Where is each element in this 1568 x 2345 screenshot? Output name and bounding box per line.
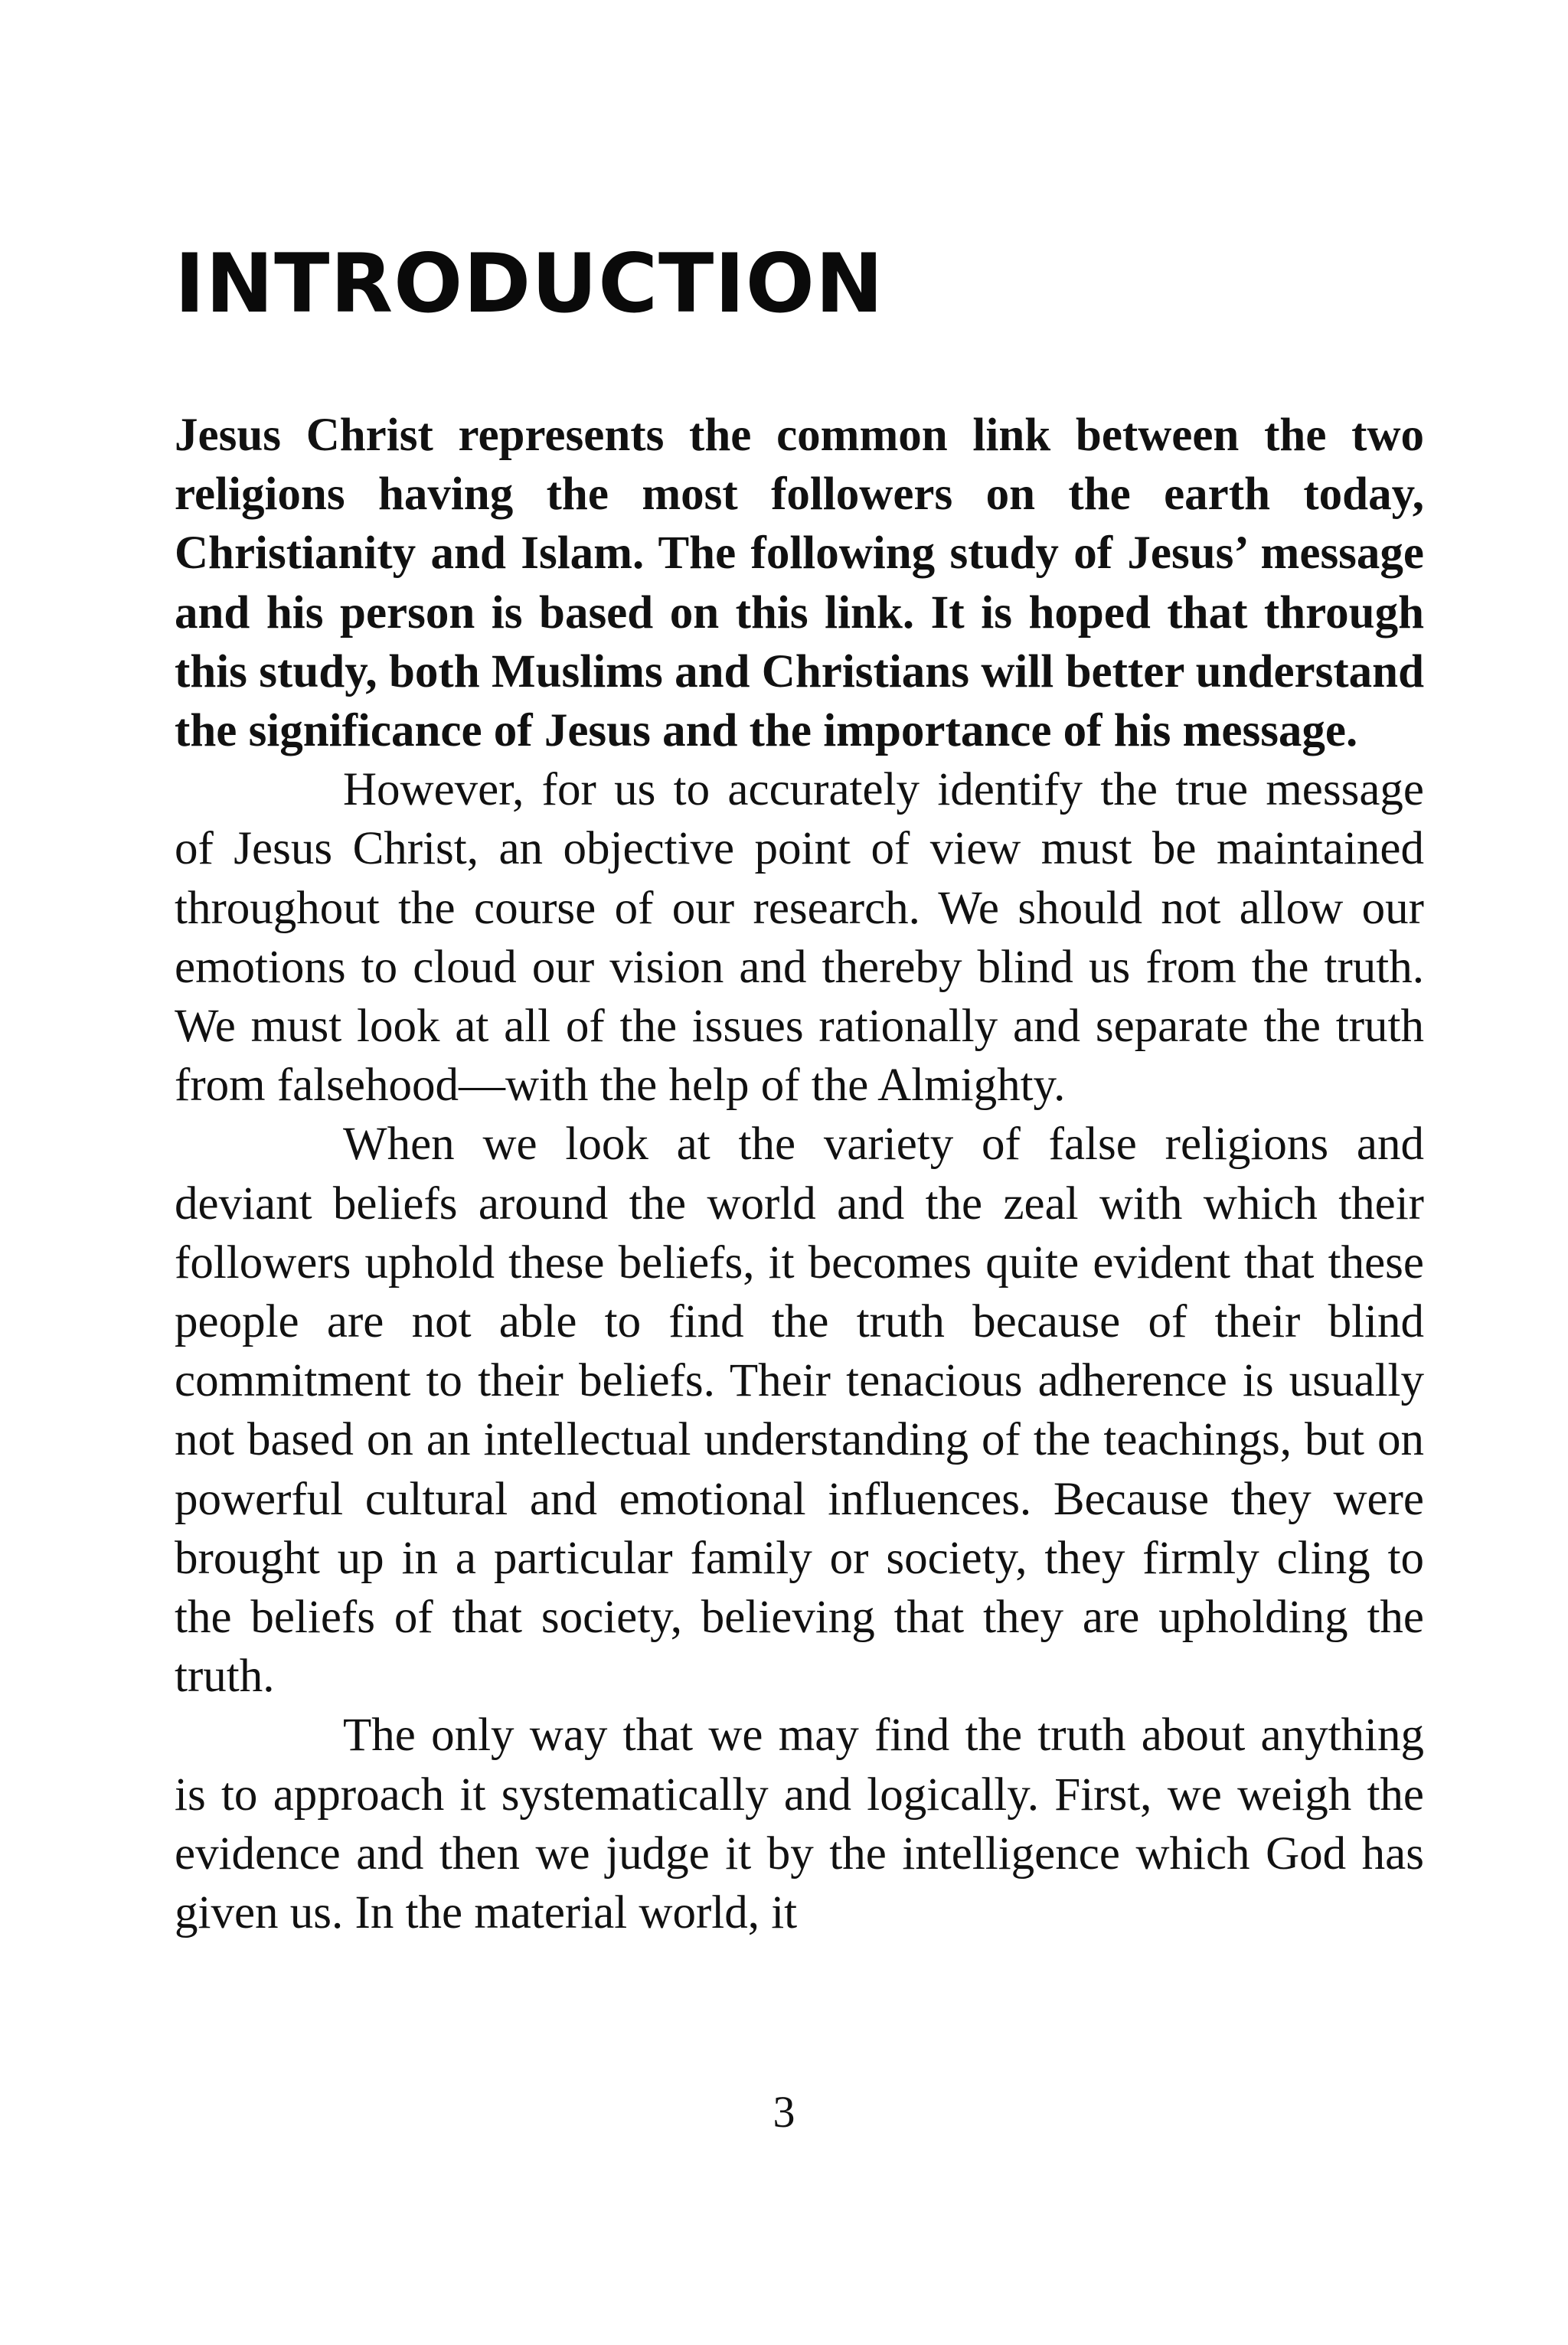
- paragraph-3: When we look at the variety of false religions and deviant beliefs around the world and the zeal with which their followers uphold these beliefs, it becomes quite evident that these people are not able to find the truth because of their blind commitment to their beliefs. Their tenacious adherence is usually not based on an intellectual understanding of the teachings, but on powerful cultural and emotional influences. Because they were brought up in a particular family or society, they firmly cling to the beliefs of that society, believing that they are upholding the truth.: [175, 1119, 1424, 1703]
- body-text: [175, 406, 1424, 1942]
- paragraph-1: Jesus Christ represents the common link between the two religions having the most followers on the earth today, Christianity and Islam. The following study of Jesus’ message and his person is based on this link. It is hoped that through this study, both Muslims and Christians will better understand the significance of Jesus and the importance of his message.: [175, 410, 1424, 757]
- page-number: 3: [773, 2087, 795, 2137]
- paragraph-2: However, for us to accurately identify the true message of Jesus Christ, an objective point of view must be maintained throughout the course of our research. We should not allow our emotions to cloud our vision and thereby blind us from the truth. We must look at all of the issues rationally and separate the truth from falsehood—with the help of the Almighty.: [175, 764, 1424, 1112]
- chapter-title: INTRODUCTION: [175, 237, 884, 331]
- paragraph-4: The only way that we may find the truth about anything is to approach it systematically and logically. First, we weigh the evidence and then we judge it by the intelligence which God has given us. In the material world, it: [175, 1710, 1424, 1939]
